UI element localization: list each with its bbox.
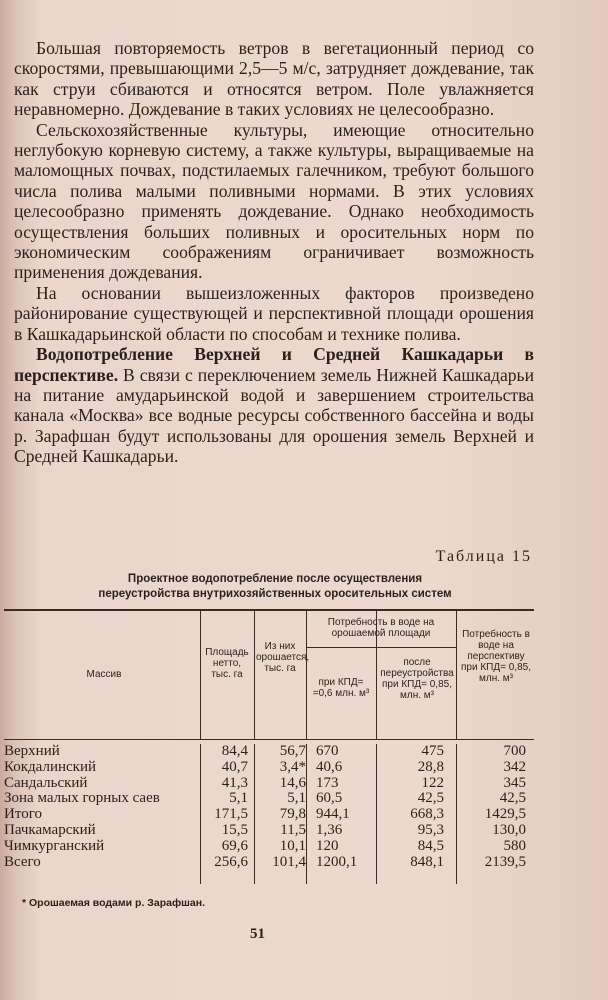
paragraph-2: Сельскохозяйственные культуры, имеющие относительно неглубокую корневую систему, а также культуры, выращиваемые на маломощных почвах, подстилаемых галечником, требуют большого числа полива малыми поливными нормами. В этих условиях целесообразно применять дождевание. Однако необходимость осуществления больших поливных и оросительных норм по экономическим соображениям ограничивает возможность применения дождевания. (14, 119, 534, 283)
table-row: Зона малых горных саев 5,1 5,1 60,5 42,5 42,5 (4, 790, 526, 807)
table-row: Итого 171,5 79,8 944,1 668,3 1429,5 (4, 806, 526, 823)
page-number: 51 (250, 926, 265, 942)
table-label: Таблица 15 (435, 548, 532, 565)
table-row: Пачкамарский 15,5 11,5 1,36 95,3 130,0 (4, 821, 526, 838)
paragraph-1: Большая повторяемость ветров в вегетационный период со скоростями, превышающими 2,5—5 м/с, затрудняет дождевание, так как струи сбиваются и относятся ветром. Поле увлажняется неравномерно. Дождевание в таких условиях не целесообразно. (14, 38, 534, 120)
table-body (4, 744, 534, 884)
table-row: Всего 256,6 101,4 1200,1 848,1 2139,5 (4, 853, 526, 870)
header-need-kpd06: при КПД= =0,6 млн. м³ (312, 677, 370, 699)
table-row: Чимкурганский 69,6 10,1 120 84,5 580 (4, 837, 526, 854)
table-footnote: * Орошаемая водами р. Зарафшан. (22, 897, 205, 909)
table-header (4, 609, 534, 740)
header-need-future: Потребность в воде на перспективу при КПД= 0,85, млн. м³ (461, 629, 531, 684)
header-need-after: после переустройства при КПД= 0,85, млн. м³ (380, 657, 454, 701)
header-need-group: Потребность в воде на орошаемой площади (327, 617, 435, 639)
table-row: Верхний 84,4 56,7 670 475 700 (4, 743, 526, 759)
header-area: Площадь нетто, тыс. га (205, 647, 249, 680)
paragraph-4: Водопотребление Верхней и Средней Кашкадарьи в перспективе. В связи с переключением земель Нижней Кашкадарьи на питание амударьинской водой и завершением строительства канала «Москва» все водные ресурсы собственного бассейна и воды р. Зарафшан будут использованы для орошения земель Верхней и Средней Кашкадарьи. (14, 344, 534, 467)
body-text (14, 38, 534, 467)
header-massiv: Массив (86, 669, 122, 680)
table-row: Сандальский 41,3 14,6 173 122 345 (4, 774, 526, 791)
section-heading: Водопотребление Верхней и Средней Кашкадарьи в перспективе. (14, 344, 534, 385)
table-caption: Проектное водопотребление после осуществления переустройства внутрихозяйственных оросительных систем (98, 573, 452, 600)
paragraph-3: На основании вышеизложенных факторов произведено районирование существующей и перспективной площади орошения в Кашкадарьинской области по способам и технике полива. (14, 282, 534, 344)
table-row: Кокдалинский 40,7 3,4* 40,6 28,8 342 (4, 758, 526, 775)
header-irrigated: Из них орошается, тыс. га (256, 641, 310, 674)
